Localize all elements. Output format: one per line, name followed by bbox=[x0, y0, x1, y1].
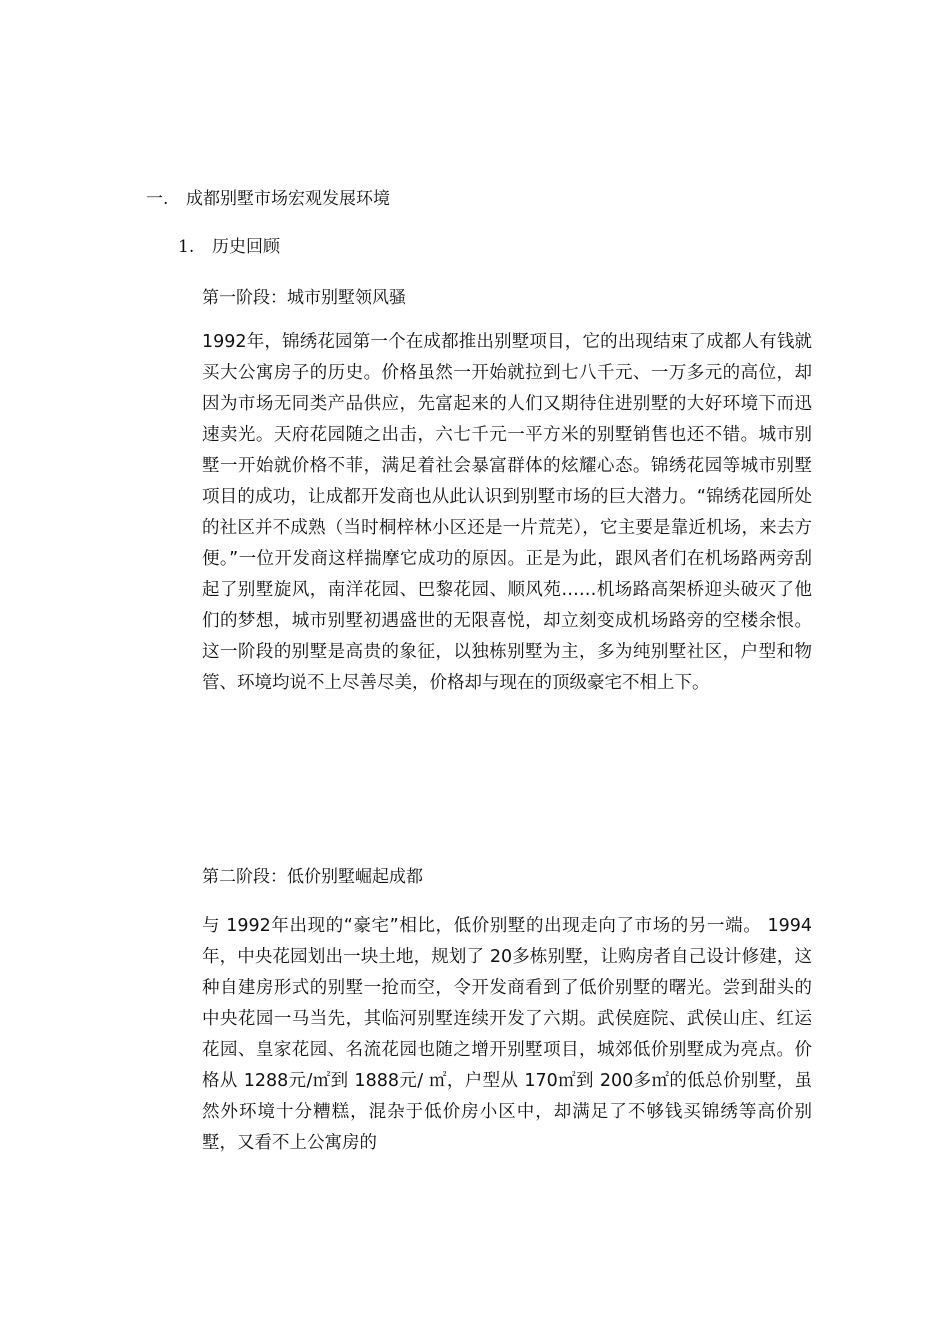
section-number: 一. bbox=[146, 189, 169, 209]
subsection-title: 历史回顾 bbox=[212, 237, 280, 257]
stage-1-paragraph: 1992年，锦绣花园第一个在成都推出别墅项目，它的出现结束了成都人有钱就买大公寓房子的历史。价格虽然一开始就拉到七八千元、一万多元的高位，却因为市场无同类产品供应，先富起来的人们又期待住进别墅的大好环境下而迅速卖光。天府花园随之出击，六七千元一平方米的别墅销售也还不错。城市别墅一开始就价格不菲，满足着社会暴富群体的炫耀心态。锦绣花园等城市别墅项目的成功，让成都开发商也从此认识到别墅市场的巨大潜力。“锦绣花园所处的社区并不成熟（当时桐梓林小区还是一片荒芜），它主要是靠近机场，来去方便。”一位开发商这样揣摩它成功的原因。正是为此，跟风者们在机场路两旁刮起了别墅旋风，南洋花园、巴黎花园、顺风苑……机场路高架桥迎头破灭了他们的梦想，城市别墅初遇盛世的无限喜悦，却立刻变成机场路旁的空楼余恨。这一阶段的别墅是高贵的象征，以独栋别墅为主，多为纯别墅社区，户型和物管、环境均说不上尽善尽美，价格却与现在的顶级豪宅不相上下。 bbox=[202, 332, 812, 693]
stage-2-paragraph: 与 1992年出现的“豪宅”相比，低价别墅的出现走向了市场的另一端。 1994年，中央花园划出一块土地，规划了 20多栋别墅，让购房者自己设计修建，这种自建房形式的别墅一抢而空，令开发商看到了低价别墅的曙光。尝到甜头的中央花园一马当先，其临河别墅连续开发了六期。武侯庭院、武侯山庄、红运花园、皇家花园、名流花园也随之增开别墅项目，城郊低价别墅成为亮点。价格从 1288元/㎡到 1888元/ ㎡，户型从 170㎡到 200多㎡的低总价别墅，虽然外环境十分糟糕，混杂于低价房小区中，却满足了不够钱买锦绣等高价别墅，又看不上公寓房的 bbox=[202, 916, 812, 1153]
subsection-number: 1. bbox=[178, 237, 195, 257]
section-title: 成都别墅市场宏观发展环境 bbox=[186, 189, 390, 209]
subsection-heading bbox=[178, 234, 280, 260]
stage-2-heading: 第二阶段：低价别墅崛起成都 bbox=[202, 867, 423, 887]
section-heading bbox=[146, 186, 390, 212]
stage-1-heading: 第一阶段：城市别墅领风骚 bbox=[202, 288, 406, 308]
